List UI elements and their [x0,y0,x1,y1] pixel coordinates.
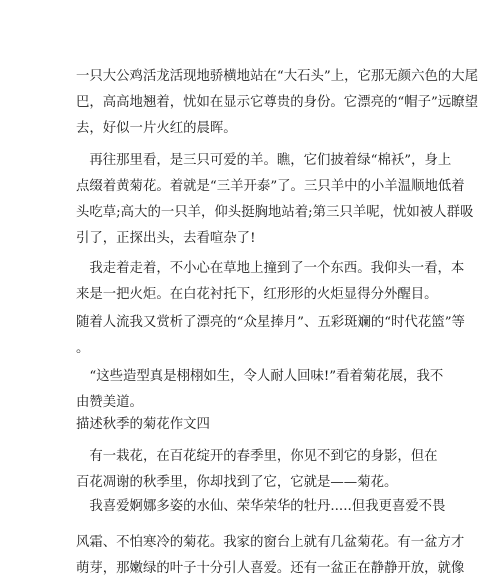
text-line: 巴，高高地翘着，忧如在显示它尊贵的身份。它漂亮的“帽子”远瞭望 [76,95,479,110]
text-line: 引了，正探出头，去看喧杂了! [76,231,256,246]
text-line: 百花凋谢的秋季里，你却找到了它，它就是——菊花。 [76,475,398,490]
text-line: 萌芽，那嫩绿的叶子十分引人喜爱。还有一盆正在静静开放，就像 [76,561,465,576]
paragraph-three-sheep [76,148,474,252]
paragraph-chrysanthemum-intro [76,444,442,496]
text-line: 我走着走着，不小心在草地上撞到了一个东西。我仰头一看，本 [76,261,465,276]
text-line: 。 [76,341,90,356]
text-line: 随着人流我又赏析了漂亮的“众星捧月”、五彩斑斓的“时代花篮”等 [76,315,465,330]
text-line: 风霜、不怕寒冷的菊花。我家的窗台上就有几盆菊花。有一盆方才 [76,535,465,550]
section-heading [76,412,442,438]
text-line: “这些造型真是栩栩如生，令人耐人回味!”看着菊花展，我不 [76,369,444,384]
paragraph-rooster [76,64,479,142]
heading-line: 描述秋季的菊花作文四 [76,417,210,432]
text-line: 一只大公鸡活龙活现地骄横地站在“大石头”上，它那无颜六色的大尾 [76,69,479,84]
text-line: 头吃草;高大的一只羊，仰头挺胸地站着;第三只羊呢，忧如被人群吸 [76,205,474,220]
text-line: 再往那里看，是三只可爱的羊。瞧，它们披着绿“棉袄”，身上 [76,153,452,168]
paragraph-windowsill [76,530,465,582]
text-line: 由赞美道。 [76,395,143,410]
text-line: 去，好似一片火红的晨晖。 [76,121,237,136]
text-line: 点缀着黄菊花。着就是“三羊开泰”了。三只羊中的小羊温顺地低着 [76,179,465,194]
text-line: 我喜爱婀娜多姿的水仙、荣华荣华的牡丹.....但我更喜爱不畏 [76,499,446,514]
paragraph-torch [76,256,465,308]
text-line: 有一栽花，在百花绽开的春季里，你见不到它的身影，但在 [76,449,438,464]
paragraph-praise [76,364,442,416]
paragraph-flower-basket [76,310,465,362]
paragraph-preference [76,494,446,520]
text-line: 来是一把火炬。在白花衬托下，红形形的火炬显得分外醒目。 [76,287,438,302]
